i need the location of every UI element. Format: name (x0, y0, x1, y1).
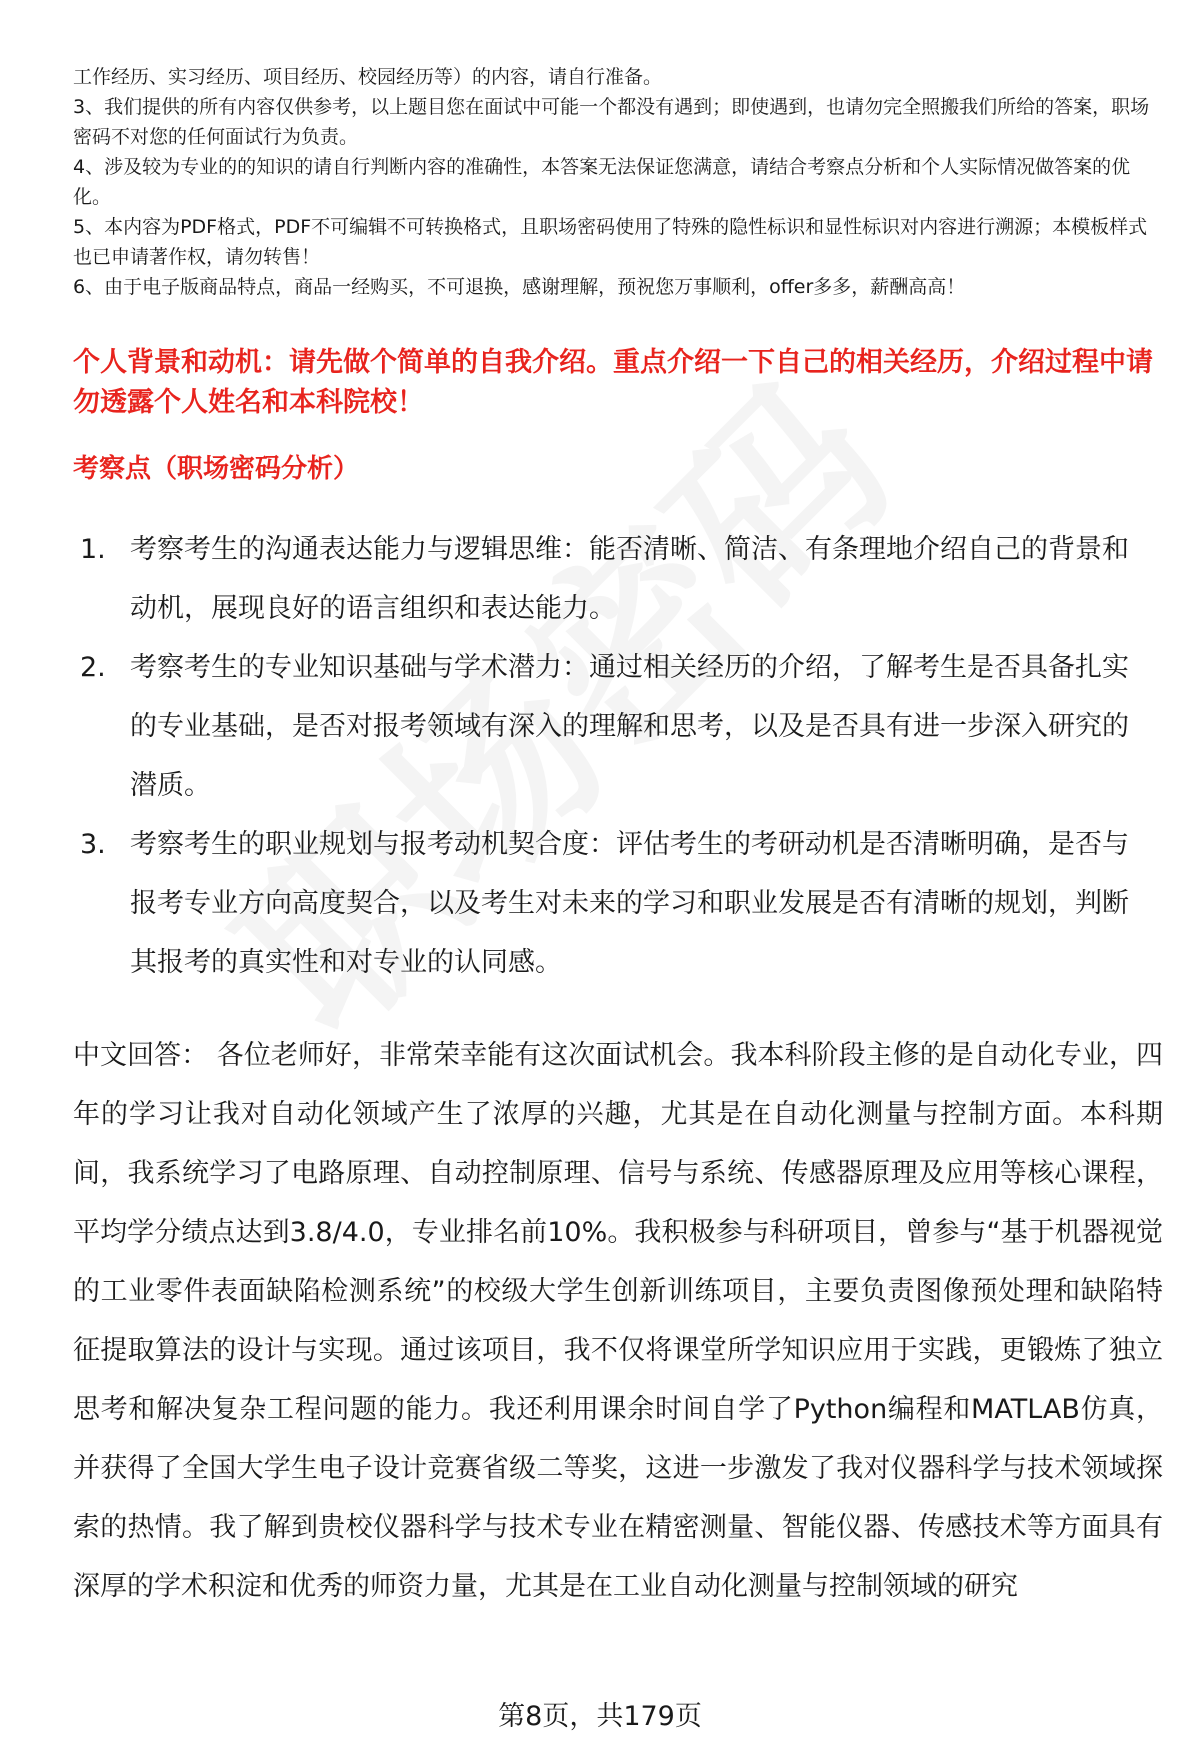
analysis-point (80, 815, 1150, 992)
point-text: 考察考生的专业知识基础与学术潜力：通过相关经历的介绍，了解考生是否具备扎实的专业基础，是否对报考领域有深入的理解和思考，以及是否具有进一步深入研究的潜质。 (130, 652, 1129, 801)
point-number: 1. (80, 534, 106, 565)
analysis-point (80, 520, 1150, 638)
answer-paragraph: 中文回答： 各位老师好，非常荣幸能有这次面试机会。我本科阶段主修的是自动化专业，四年的学习让我对自动化领域产生了浓厚的兴趣，尤其是在自动化测量与控制方面。本科期间，我系统学习了电路原理、自动控制原理、信号与系统、传感器原理及应用等核心课程，平均学分绩点达到3.8/4.0，专业排名前10%。我积极参与科研项目，曾参与“基于机器视觉的工业零件表面缺陷检测系统”的校级大学生创新训练项目，主要负责图像预处理和缺陷特征提取算法的设计与实现。通过该项目，我不仅将课堂所学知识应用于实践，更锻炼了独立思考和解决复杂工程问题的能力。我还利用课余时间自学了Python编程和MATLAB仿真，并获得了全国大学生电子设计竞赛省级二等奖，这进一步激发了我对仪器科学与技术领域探索的热情。我了解到贵校仪器科学与技术专业在精密测量、智能仪器、传感技术等方面具有深厚的学术积淀和优秀的师资力量，尤其是在工业自动化测量与控制领域的研究 (73, 1040, 1163, 1602)
point-text: 考察考生的沟通表达能力与逻辑思维：能否清晰、简洁、有条理地介绍自己的背景和动机，展现良好的语言组织和表达能力。 (130, 534, 1129, 624)
analysis-points (80, 520, 1150, 992)
note-line: 4、涉及较为专业的的知识的请自行判断内容的准确性，本答案无法保证您满意，请结合考察点分析和个人实际情况做答案的优化。 (73, 156, 1131, 208)
point-text: 考察考生的职业规划与报考动机契合度：评估考生的考研动机是否清晰明确，是否与报考专业方向高度契合，以及考生对未来的学习和职业发展是否有清晰的规划，判断其报考的真实性和对专业的认同感。 (130, 829, 1129, 978)
analysis-heading: 考察点（职场密码分析） (73, 454, 360, 484)
analysis-point (80, 638, 1150, 815)
note-line: 工作经历、实习经历、项目经历、校园经历等）的内容，请自行准备。 (73, 66, 663, 88)
note-line: 3、我们提供的所有内容仅供参考，以上题目您在面试中可能一个都没有遇到；即使遇到，也请勿完全照搬我们所给的答案，职场密码不对您的任何面试行为负责。 (73, 96, 1150, 148)
question-heading: 个人背景和动机：请先做个简单的自我介绍。重点介绍一下自己的相关经历，介绍过程中请勿透露个人姓名和本科院校！ (73, 347, 1153, 418)
point-number: 2. (80, 652, 106, 683)
page-footer: 第8页，共179页 (498, 1701, 702, 1732)
point-number: 3. (80, 829, 106, 860)
note-line: 6、由于电子版商品特点，商品一经购买，不可退换，感谢理解，预祝您万事顺利，offer多多，薪酬高高！ (73, 276, 966, 298)
notes-section (73, 62, 1153, 302)
note-line: 5、本内容为PDF格式，PDF不可编辑不可转换格式，且职场密码使用了特殊的隐性标识和显性标识对内容进行溯源；本模板样式也已申请著作权，请勿转售！ (73, 216, 1148, 268)
